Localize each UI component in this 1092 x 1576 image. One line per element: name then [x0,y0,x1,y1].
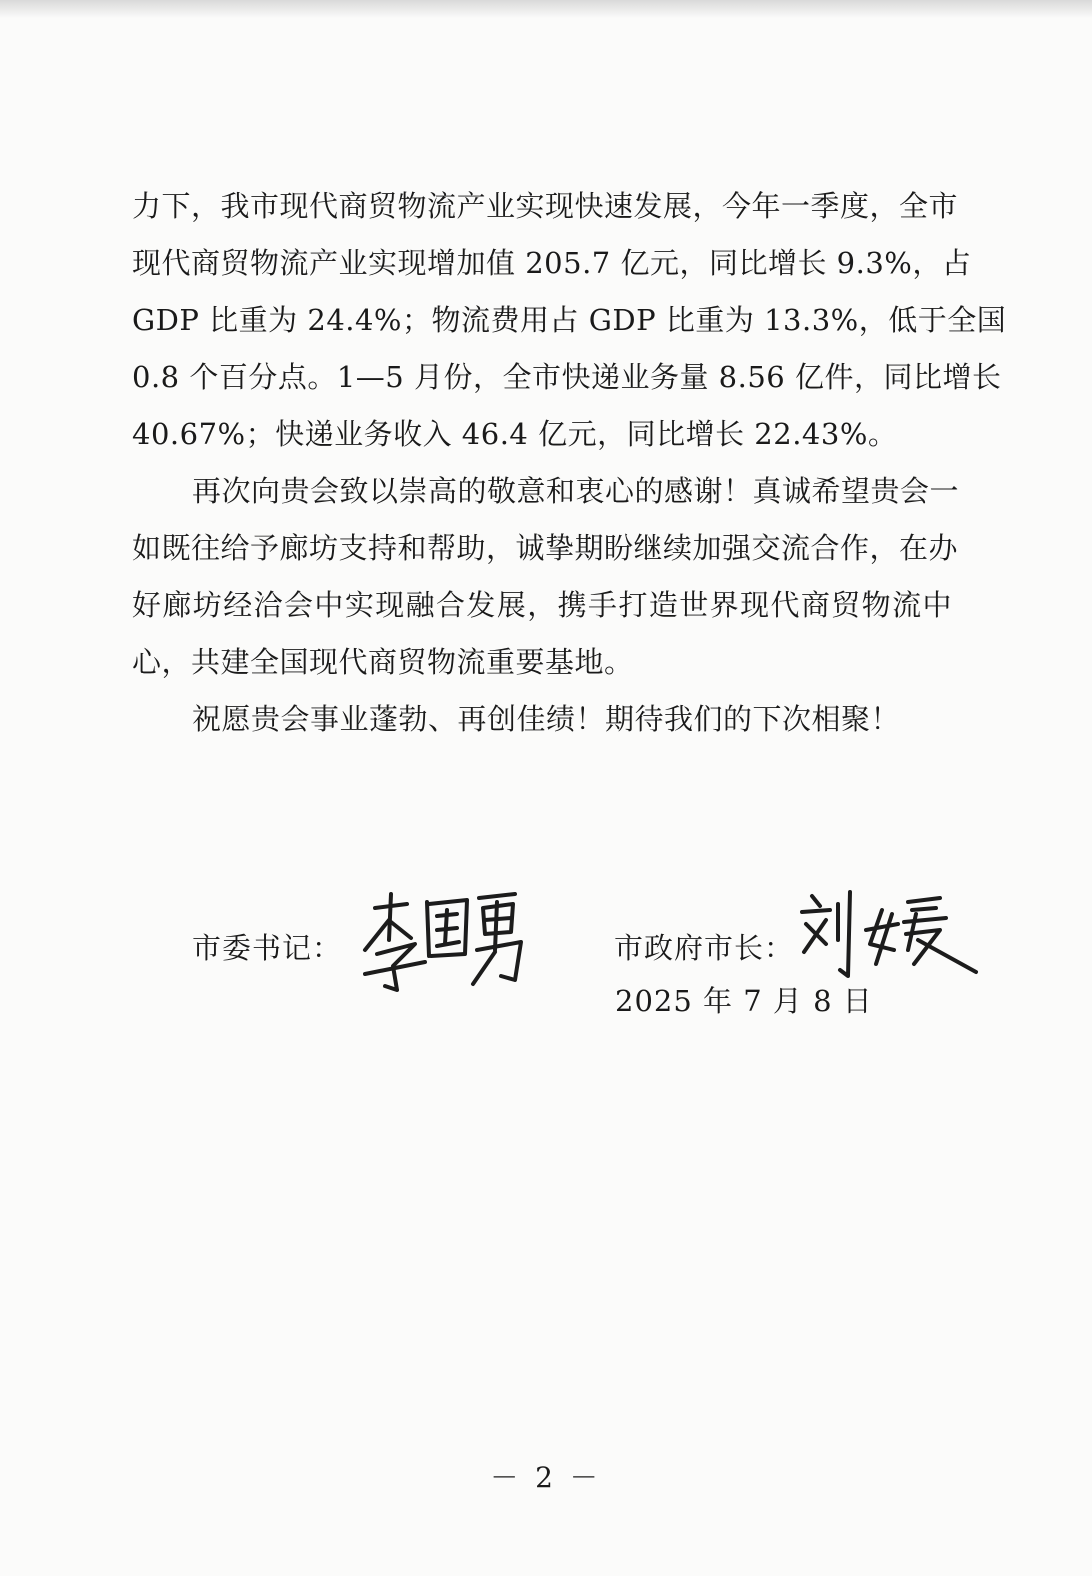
paragraph-1-line-3: GDP 比重为 24.4%；物流费用占 GDP 比重为 13.3%，低于全国 [132,303,1007,337]
paragraph-2-line-3: 好廊坊经洽会中实现融合发展，携手打造世界现代商贸物流中 [132,588,952,622]
paragraph-3-line-1: 祝愿贵会事业蓬勃、再创佳绩！期待我们的下次相聚！ [192,702,901,736]
letter-body [132,178,1007,748]
paragraph-1-line-2: 现代商贸物流产业实现增加值 205.7 亿元，同比增长 9.3%，占 [132,246,972,280]
mayor-label: 市政府市长： [614,931,795,965]
paragraph-2-line-1: 再次向贵会致以崇高的敬意和衷心的感谢！真诚希望贵会一 [192,474,960,508]
mayor-handwritten-signature [790,880,980,990]
page-number: － 2 － [490,1461,602,1494]
page-top-edge [0,0,1092,18]
letter-date: 2025 年 7 月 8 日 [615,984,873,1018]
paragraph-2-line-4: 心，共建全国现代商贸物流重要基地。 [132,645,634,679]
paragraph-1-line-1: 力下，我市现代商贸物流产业实现快速发展，今年一季度，全市 [132,189,959,223]
secretary-handwritten-signature [345,880,535,1000]
paragraph-1-line-4: 0.8 个百分点。1—5 月份，全市快递业务量 8.56 亿件，同比增长 [132,360,1002,394]
paragraph-2-line-2: 如既往给予廊坊支持和帮助，诚挚期盼继续加强交流合作，在办 [132,531,959,565]
signature-block [0,860,1092,1000]
paragraph-1-line-5: 40.67%；快递业务收入 46.4 亿元，同比增长 22.43%。 [132,417,898,451]
secretary-label: 市委书记： [192,931,343,965]
